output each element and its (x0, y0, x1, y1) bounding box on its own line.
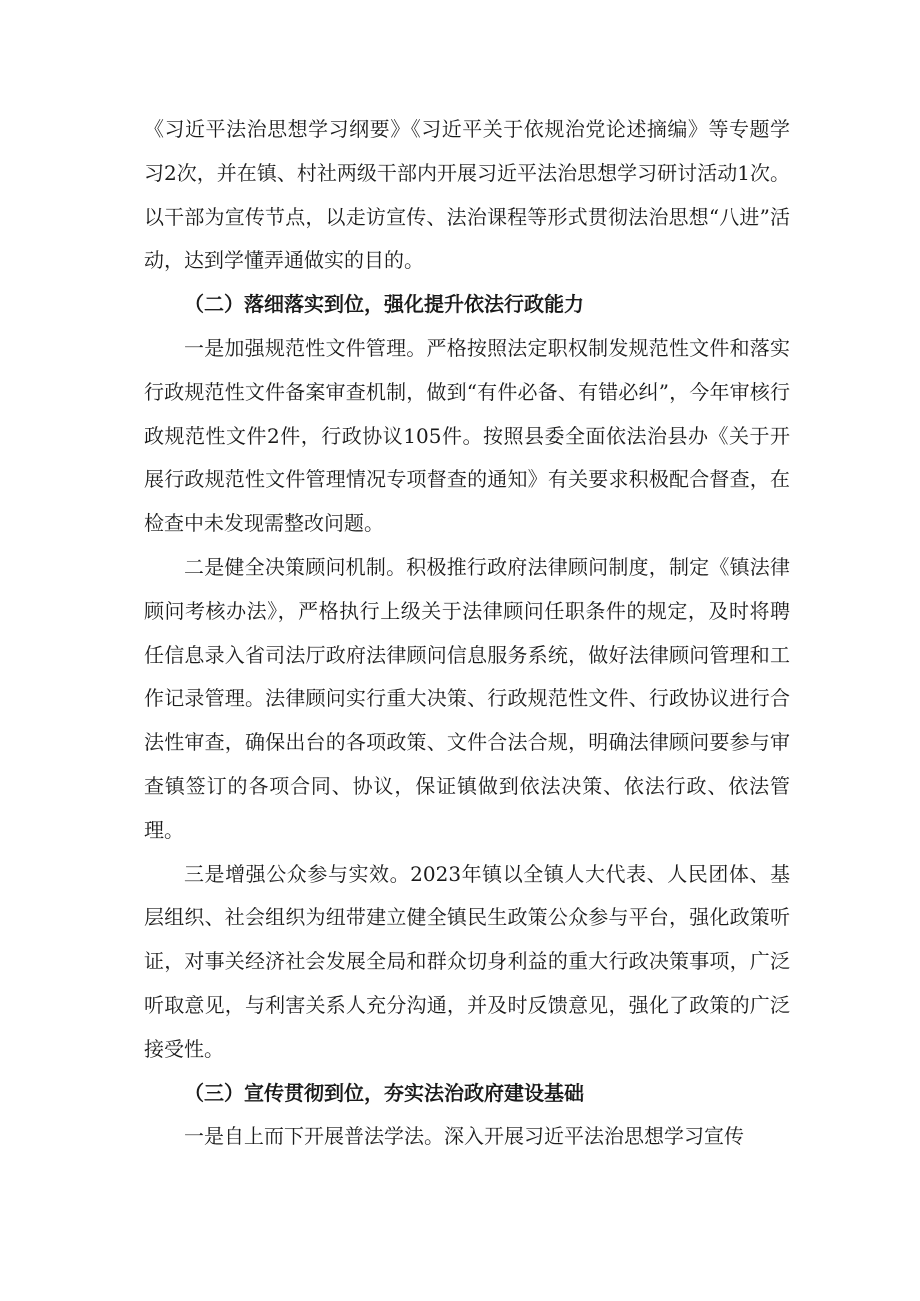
paragraph-normative-documents: 一是加强规范性文件管理。严格按照法定职权制发规范性文件和落实行政规范性文件备案审查机制，做到“有件必备、有错必纠”，今年审核行政规范性文件2件，行政协议105件。按照县委全面依法治县办《关于开展行政规范性文件管理情况专项督查的通知》有关要求积极配合督查，在检查中未发现需整改问题。 (144, 335, 790, 536)
document-page (144, 108, 790, 1159)
paragraph-study-activities: 《习近平法治思想学习纲要》《习近平关于依规治党论述摘编》等专题学习2次，并在镇、村社两级干部内开展习近平法治思想学习研讨活动1次。以干部为宣传节点，以走访宣传、法治课程等形式贯彻法治思想“八进”活动，达到学懂弄通做实的目的。 (144, 117, 790, 273)
paragraph-law-popularization: 一是自上而下开展普法学法。深入开展习近平法治思想学习宣传 (184, 1124, 744, 1149)
paragraph-legal-counsel: 二是健全决策顾问机制。积极推行政府法律顾问制度，制定《镇法律顾问考核办法》，严格执行上级关于法律顾问任职条件的规定，及时将聘任信息录入省司法厅政府法律顾问信息服务系统，做好法律顾问管理和工作记录管理。法律顾问实行重大决策、行政规范性文件、行政协议进行合法性审查，确保出台的各项政策、文件合法合规，明确法律顾问要参与审查镇签订的各项合同、协议，保证镇做到依法决策、依法行政、依法管理。 (144, 554, 790, 842)
section-heading-3: （三）宣传贯彻到位，夯实法治政府建设基础 (184, 1080, 584, 1105)
section-heading-2: （二）落细落实到位，强化提升依法行政能力 (184, 292, 584, 317)
paragraph-public-participation: 三是增强公众参与实效。2023年镇以全镇人大代表、人民团体、基层组织、社会组织为纽带建立健全镇民生政策公众参与平台，强化政策听证，对事关经济社会发展全局和群众切身利益的重大行政决策事项，广泛听取意见，与利害关系人充分沟通，并及时反馈意见，强化了政策的广泛接受性。 (144, 861, 790, 1061)
